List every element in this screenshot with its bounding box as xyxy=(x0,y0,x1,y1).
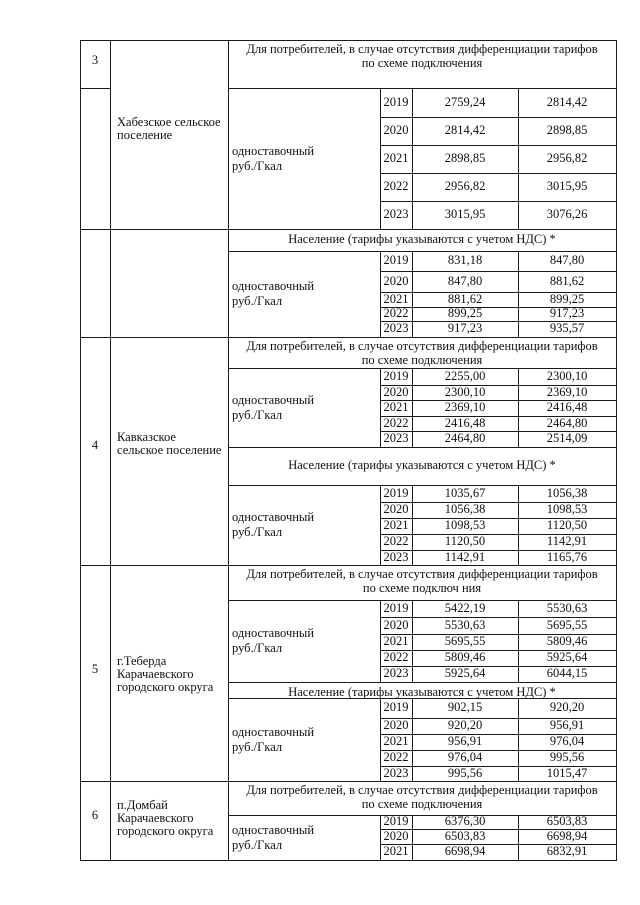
value-cell-end: 995,56 xyxy=(549,750,585,764)
value-cell-start: 2759,24 xyxy=(444,94,486,109)
value-cell-end: 2956,82 xyxy=(546,151,588,165)
value-cell-end: 3076,26 xyxy=(546,207,588,221)
value-cell-end: 5925,64 xyxy=(546,650,588,664)
value-cell-start: 917,23 xyxy=(447,321,483,335)
value-cell-start: 920,20 xyxy=(447,718,483,732)
section-bottom-border xyxy=(80,860,617,861)
value-cell-start: 6376,30 xyxy=(444,814,486,828)
settlement-name: г.Теберда Карачаевского городского округа xyxy=(117,654,214,694)
year-cell: 2020 xyxy=(383,384,409,399)
block-header-bottom xyxy=(228,88,616,89)
value-cell-start: 5925,64 xyxy=(444,666,486,680)
value-cell-end: 6044,15 xyxy=(546,666,588,680)
value-cell-start: 5695,55 xyxy=(444,634,486,648)
tariff-unit-label: руб./Гкал xyxy=(232,641,283,655)
value-cell-end: 2416,48 xyxy=(546,400,588,414)
value-cell-start: 6698,94 xyxy=(444,844,486,858)
section-number: 4 xyxy=(91,438,99,452)
name-cell-divider xyxy=(80,229,228,230)
value-cell-start: 1098,53 xyxy=(444,518,486,532)
value-cell-end: 2369,10 xyxy=(546,384,588,399)
year-cell: 2023 xyxy=(383,549,409,564)
year-cell: 2022 xyxy=(383,650,409,664)
table-right-border xyxy=(616,40,617,860)
value-cell-end: 6503,83 xyxy=(546,814,588,828)
year-cell: 2023 xyxy=(383,765,409,780)
row-divider xyxy=(380,145,616,146)
value-cell-end: 2464,80 xyxy=(546,415,588,430)
settlement-name: Кавказское сельское поселение xyxy=(117,430,222,457)
year-cell: 2019 xyxy=(383,253,409,267)
value-cell-start: 956,91 xyxy=(447,734,483,748)
value-cell-end: 920,20 xyxy=(549,700,585,714)
value-cell-start: 2300,10 xyxy=(444,384,486,399)
year-cell: 2021 xyxy=(383,291,409,306)
year-cell: 2020 xyxy=(383,617,409,632)
tariff-type-label: одноставочный xyxy=(232,510,315,524)
block-top-border xyxy=(228,565,616,566)
value-cell-end: 2300,10 xyxy=(546,368,588,383)
value-cell-start: 2956,82 xyxy=(444,179,486,193)
block-header-line2: по схеме подключения xyxy=(361,56,483,70)
value-cell-start: 2255,00 xyxy=(444,368,486,383)
tariff-type-label: одноставочный xyxy=(232,392,315,407)
value-cell-start: 6503,83 xyxy=(444,828,486,843)
year-cell: 2021 xyxy=(383,844,409,858)
tariff-type-label: одноставочный xyxy=(232,143,315,158)
value-cell-end: 5695,55 xyxy=(546,617,588,632)
block-top-border xyxy=(228,40,616,41)
value-cell-end: 1098,53 xyxy=(546,502,588,516)
value-cell-start: 1035,67 xyxy=(444,485,486,500)
value-cell-start: 2369,10 xyxy=(444,400,486,414)
block-top-border xyxy=(228,781,616,782)
block-header-bottom xyxy=(228,251,616,252)
year-cell: 2021 xyxy=(383,734,409,748)
block-header-line1: Для потребителей, в случае отсутствия дифференциации тарифов xyxy=(246,567,598,581)
year-cell: 2022 xyxy=(383,306,409,320)
block-header-line1: Для потребителей, в случае отсутствия дифференциации тарифов xyxy=(246,339,598,353)
tariff-type-label: одноставочный xyxy=(232,822,315,837)
block-header-line2: по схеме подключ ния xyxy=(362,581,482,595)
year-cell: 2020 xyxy=(383,273,409,288)
value-cell-end: 2814,42 xyxy=(546,94,588,109)
block-header-line1: Для потребителей, в случае отсутствия дифференциации тарифов xyxy=(246,42,598,56)
tariff-unit-label: руб./Гкал xyxy=(232,158,283,173)
value-cell-start: 5422,19 xyxy=(444,600,486,615)
tariff-type-label: одноставочный xyxy=(232,626,315,640)
block-header-line2: по схеме подключения xyxy=(361,353,483,367)
value-cell-end: 881,62 xyxy=(549,273,585,288)
year-cell: 2022 xyxy=(383,534,409,548)
block-header-population: Население (тарифы указываются с учетом НДС) * xyxy=(288,232,556,246)
value-cell-end: 1015,47 xyxy=(546,765,588,780)
year-cell: 2023 xyxy=(383,207,409,221)
year-cell: 2023 xyxy=(383,321,409,335)
row-divider xyxy=(380,117,616,118)
value-cell-end: 1142,91 xyxy=(546,534,588,548)
block-header-line2: по схеме подключения xyxy=(361,797,483,811)
year-cell: 2020 xyxy=(383,718,409,732)
settlement-name: п.Домбай Карачаевского городского округа xyxy=(117,798,214,838)
block-top-border xyxy=(228,682,616,683)
year-cell: 2020 xyxy=(383,502,409,516)
value-cell-end: 1056,38 xyxy=(546,485,588,500)
tariff-unit-label: руб./Гкал xyxy=(232,525,283,539)
year-cell: 2022 xyxy=(383,415,409,430)
year-cell: 2019 xyxy=(383,368,409,383)
value-cell-end: 2514,09 xyxy=(546,431,588,445)
value-cell-end: 976,04 xyxy=(549,734,585,748)
value-cell-end: 935,57 xyxy=(549,321,585,335)
value-cell-end: 2898,85 xyxy=(546,123,588,137)
value-cell-end: 899,25 xyxy=(549,291,585,306)
year-cell: 2020 xyxy=(383,828,409,843)
year-cell: 2021 xyxy=(383,634,409,648)
year-cell: 2021 xyxy=(383,518,409,532)
year-cell: 2021 xyxy=(383,400,409,414)
value-cell-start: 2814,42 xyxy=(444,123,486,137)
value-cell-start: 899,25 xyxy=(447,306,483,320)
year-cell: 2019 xyxy=(383,700,409,714)
value-cell-start: 3015,95 xyxy=(444,207,486,221)
block-top-border xyxy=(228,337,616,338)
year-cell: 2023 xyxy=(383,431,409,445)
value-cell-start: 1142,91 xyxy=(444,549,486,564)
value-cell-start: 881,62 xyxy=(447,291,483,306)
value-cell-start: 1120,50 xyxy=(444,534,486,548)
value-cell-start: 2898,85 xyxy=(444,151,486,165)
value-cell-end: 917,23 xyxy=(549,306,585,320)
value-cell-start: 1056,38 xyxy=(444,502,486,516)
tariff-unit-label: руб./Гкал xyxy=(232,294,283,308)
value-cell-start: 847,80 xyxy=(447,273,483,288)
name-column-divider xyxy=(228,40,229,860)
tariff-type-label: одноставочный xyxy=(232,279,315,293)
block-header-population: Население (тарифы указываются с учетом НДС) * xyxy=(288,458,556,472)
year-cell: 2019 xyxy=(383,94,409,109)
row-divider xyxy=(380,201,616,202)
year-cell: 2019 xyxy=(383,600,409,615)
value-cell-end: 6832,91 xyxy=(546,844,588,858)
value-cell-start: 995,56 xyxy=(447,765,483,780)
value-cell-end: 5809,46 xyxy=(546,634,588,648)
block-header-line1: Для потребителей, в случае отсутствия дифференциации тарифов xyxy=(246,783,598,797)
block-header-population: Население (тарифы указываются с учетом НДС) * xyxy=(288,685,556,699)
value-cell-start: 976,04 xyxy=(447,750,483,764)
value-cell-end: 5530,63 xyxy=(546,600,588,615)
row-divider xyxy=(380,271,616,272)
tariff-unit-label: руб./Гкал xyxy=(232,407,283,422)
row-divider xyxy=(380,173,616,174)
tariff-unit-label: руб./Гкал xyxy=(232,837,283,852)
section-number: 6 xyxy=(91,808,99,822)
year-cell: 2019 xyxy=(383,814,409,828)
num-column-divider xyxy=(110,40,111,860)
tariff-type-label: одноставочный xyxy=(232,724,315,739)
value-cell-end: 1120,50 xyxy=(546,518,588,532)
value-cell-end: 6698,94 xyxy=(546,828,588,843)
value-cell-start: 831,18 xyxy=(447,253,483,267)
value-cell-start: 5530,63 xyxy=(444,617,486,632)
block-top-border xyxy=(228,447,616,448)
year-cell: 2022 xyxy=(383,750,409,764)
year-cell: 2020 xyxy=(383,123,409,137)
year-cell: 2019 xyxy=(383,485,409,500)
value-cell-end: 3015,95 xyxy=(546,179,588,193)
section-number: 5 xyxy=(91,662,99,676)
value-cell-end: 956,91 xyxy=(549,718,585,732)
tariff-unit-label: руб./Гкал xyxy=(232,739,283,754)
value-cell-start: 2416,48 xyxy=(444,415,486,430)
value-cell-start: 5809,46 xyxy=(444,650,486,664)
value-cell-end: 1165,76 xyxy=(546,549,588,564)
value-cell-start: 2464,80 xyxy=(444,431,486,445)
year-cell: 2023 xyxy=(383,666,409,680)
settlement-name: Хабезское сельское поселение xyxy=(117,115,221,142)
year-cell: 2021 xyxy=(383,151,409,165)
block-top-border xyxy=(228,229,616,230)
num-cell-divider xyxy=(80,88,110,89)
value-cell-start: 902,15 xyxy=(447,700,483,714)
year-cell: 2022 xyxy=(383,179,409,193)
value-cell-end: 847,80 xyxy=(549,253,585,267)
section-number: 3 xyxy=(91,53,99,67)
